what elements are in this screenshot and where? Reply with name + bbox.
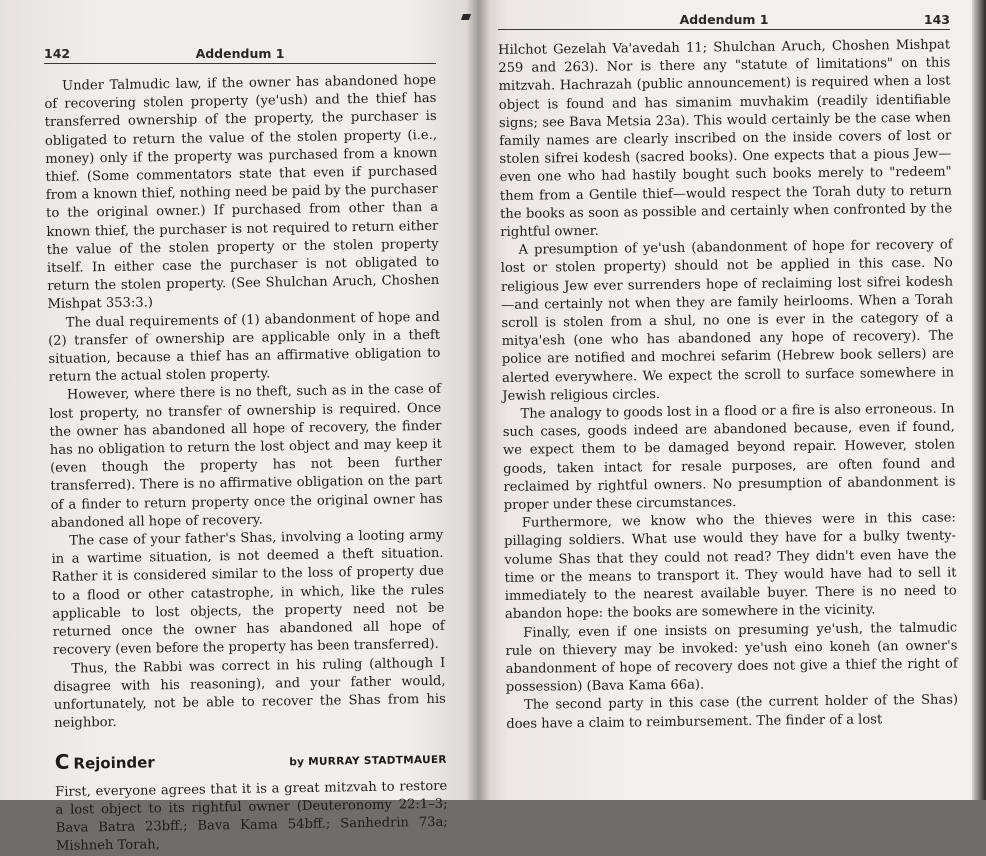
right-page-number: 143 [923, 12, 950, 27]
left-running-title: Addendum 1 [195, 46, 285, 61]
paragraph: The dual requirements of (1) abandonment of hope and (2) transfer of ownership are applicable only in a theft situation, because a thief has an affirmative obligation to return the actual stolen property. [48, 309, 441, 386]
paragraph: The second party in this case (the current holder of the Shas) does have a claim to reimbursement. The finder of a lost [506, 692, 959, 732]
paragraph: Furthermore, we know who the thieves were in this case: pillaging soldiers. What use would they have for a bulky twenty-volume Shas that they could not read? They didn't even have the time or the means to transport it. They would have had to sell it immediately to the nearest available buyer. There is no need to abandon hope: the books are somewhere in the vicinity. [504, 510, 957, 623]
rejoinder-mark: C [54, 749, 70, 775]
paragraph: However, where there is no theft, such as in the case of lost property, no transfer of ownership is required. Once the owner has abandoned all hope of recovery, the finder has no obligation to return the lost object and may keep it (even though the property has not been further transferred). There is no affirmative obligation on the part of a finder to return property once the original owner has abandoned all hope of recovery. [49, 382, 443, 531]
rejoinder-label: Rejoinder [73, 753, 155, 773]
paragraph: A presumption of ye'ush (abandonment of hope for recovery of lost or stolen property) should not be applied in this case. No religious Jew ever surrenders hope of reclaiming lost sifrei kodesh—and certainly not when they are family heirlooms. When a Torah scroll is stolen from a shul, no one is ever in the category of a mitya'esh (one who has abandoned any hope of recovery). The police are notified and mochrei sefarim (Hebrew book sellers) are alerted everywhere. We expect the scroll to surface somewhere in Jewish religious circles. [500, 237, 955, 404]
paragraph: Under Talmudic law, if the owner has abandoned hope of recovering stolen property (ye'ush) and the thief has transferred ownership of the property, the purchaser is obligated to return the value of the stolen property (i.e., money) only if the property was purchased from a known thief. (Some commentators state that even if purchased from a known thief, nothing need be paid by the purchaser to the original owner.) If purchased from other than a known thief, the purchaser is not required to return either the value of the stolen property or the stolen property itself. In either case the purchaser is not obligated to return the stolen property. (See Shulchan Aruch, Choshen Mishpat 353:3.) [44, 72, 440, 313]
left-page-number: 142 [44, 46, 71, 61]
left-running-head [44, 46, 436, 64]
book-gutter [466, 0, 490, 800]
rejoinder-heading [55, 747, 447, 775]
left-page [0, 0, 478, 855]
right-running-head [498, 12, 950, 30]
right-page-body [498, 36, 958, 733]
rejoinder-paragraph: First, everyone agrees that it is a great mitzvah to restore a lost object to its rightful owner (Deuteronomy 22:1–3; Bava Batra 23bff.; Bava Kama 54bff.; Sanhedrin 73a; Mishneh Torah, [55, 778, 448, 855]
page-edge [972, 0, 986, 800]
paragraph: Thus, the Rabbi was correct in his ruling (although I disagree with his reasoning), and your father would, unfortunately, not be able to recover the Shas from his neighbor. [53, 655, 446, 732]
paragraph: The analogy to goods lost in a flood or a fire is also erroneous. In such cases, goods indeed are abandoned because, even if found, we expect them to be damaged beyond repair. However, stolen goods, taken intact for resale purposes, are often found and reclaimed by rightful owners. No presumption of abandonment is proper under these circumstances. [502, 401, 956, 514]
rejoinder-title [54, 749, 155, 775]
paragraph: Hilchot Gezelah Va'avedah 11; Shulchan Aruch, Choshen Mishpat 259 and 263). Nor is there any "statute of limitations" on this mitzvah. Hachrazah (public announcement) is required when a lost object is found and has simanim muvhakim (readily identifiable signs; see Bava Metsia 23a). This would certainly be the case when family names are clearly inscribed on the inside covers of lost or stolen sifrei kodesh (sacred books). One expects that a pious Jew—even one who had hastily bought such books merely to "redeem" them from a Gentile thief—would respect the Torah duty to return the books as soon as possible and certainly when confronted by the rightful owner. [498, 37, 953, 241]
rejoinder-author: by MURRAY STADTMAUER [289, 754, 447, 769]
paragraph: The case of your father's Shas, involving a looting army in a wartime situation, is not deemed a theft situation. Rather it is considered similar to the loss of property due to a flood or other catastrophe, in which, like the rules applicable to lost objects, the property need not be returned once the owner has abandoned all hope of recovery (even before the property has been transferred). [51, 527, 445, 659]
paragraph: Finally, even if one insists on presuming ye'ush, the talmudic rule on thievery may be invoked: ye'ush eino koneh (an owner's abandonment of hope of recovery does not give a thief the right of possession) (Bava Kama 66a). [505, 619, 958, 696]
right-running-title: Addendum 1 [679, 12, 769, 27]
left-page-body [44, 72, 448, 856]
right-page [478, 0, 972, 800]
